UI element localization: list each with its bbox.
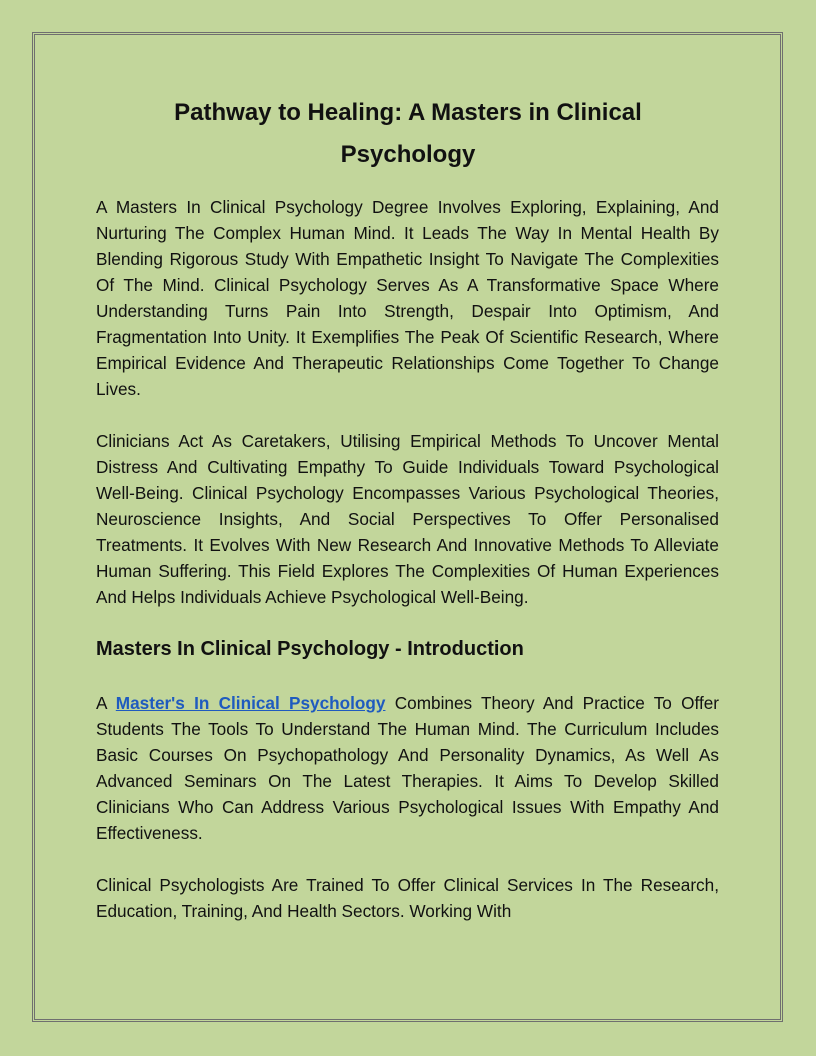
masters-clinical-psychology-link[interactable]: Master's In Clinical Psychology [115, 693, 386, 713]
paragraph-rest: Combines Theory And Practice To Offer Students The Tools To Understand The Human Mind. The Curriculum Includes Basic Courses On Psychopathology And Personality Dynamics, As Well As Advanced Seminars On The Latest Therapies. It Aims To Develop Skilled Clinicians Who Can Address Various Psychological Issues With Empathy And Effectiveness. [96, 693, 720, 843]
page-title: Pathway to Healing: A Masters in Clinical Psychology [174, 99, 642, 168]
paragraph-prefix: A [96, 693, 107, 713]
paragraph-intro: A Masters In Clinical Psychology Degree Involves Exploring, Explaining, And Nurturing The Complex Human Mind. It Leads The Way In Mental Health By Blending Rigorous Study With Empathetic Insight To Navigate The Complexities Of The Mind. Clinical Psychology Serves As A Transformative Space Where Understanding Turns Pain Into Strength, Despair Into Optimism, And Fragmentation Into Unity. It Exemplifies The Peak Of Scientific Research, Where Empirical Evidence And Therapeutic Relationships Come Together To Change Lives. [96, 197, 719, 399]
paragraph-masters-intro [96, 690, 719, 846]
section-heading: Masters In Clinical Psychology - Introduction [96, 638, 524, 660]
paragraph-clinicians: Clinicians Act As Caretakers, Utilising Empirical Methods To Uncover Mental Distress And Cultivating Empathy To Guide Individuals Toward Psychological Well-Being. Clinical Psychology Encompasses Various Psychological Theories, Neuroscience Insights, And Social Perspectives To Offer Personalised Treatments. It Evolves With New Research And Innovative Methods To Alleviate Human Suffering. This Field Explores The Complexities Of Human Experiences And Helps Individuals Achieve Psychological Well-Being. [96, 431, 719, 607]
document-body [96, 92, 719, 924]
paragraph-psychologists: Clinical Psychologists Are Trained To Offer Clinical Services In The Research, Education, Training, And Health Sectors. Working With [96, 875, 719, 921]
